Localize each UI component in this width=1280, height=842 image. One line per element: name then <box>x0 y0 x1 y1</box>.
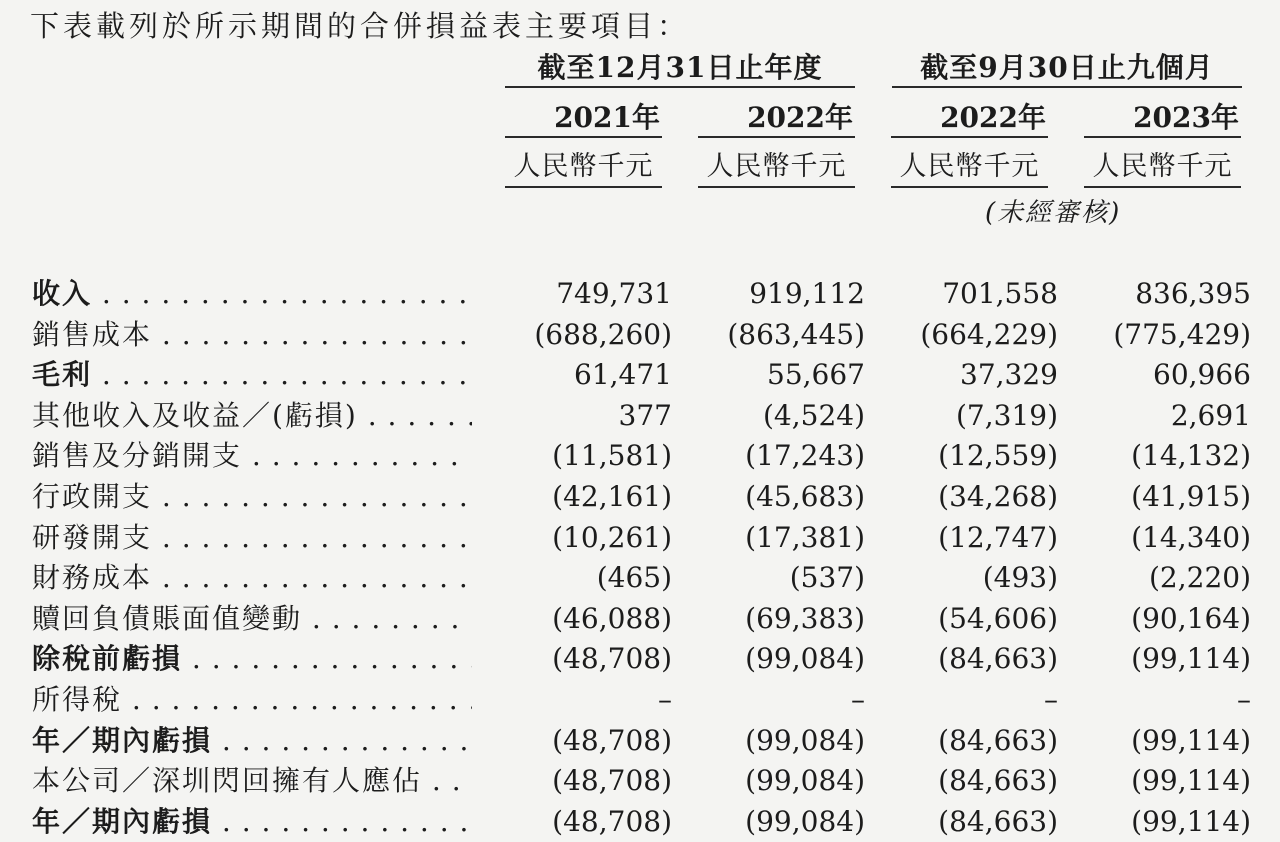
row-value: 701,558 <box>942 277 1058 310</box>
row-value: – <box>1044 683 1058 716</box>
row-value: (99,114) <box>1131 764 1251 798</box>
row-value: (84,663) <box>938 642 1058 676</box>
row-value: – <box>658 683 672 716</box>
row-value: (48,708) <box>552 642 672 676</box>
row-value: (2,220) <box>1148 561 1251 595</box>
row-label: 銷售成本 . . . <box>32 315 472 355</box>
row-value: (48,708) <box>552 804 672 838</box>
table-row <box>0 315 1280 355</box>
table-row <box>0 396 1280 436</box>
row-value: (45,683) <box>745 480 865 513</box>
table-row <box>0 639 1280 679</box>
row-value: (69,383) <box>745 601 865 635</box>
row-value: (84,663) <box>938 723 1058 757</box>
row-label: 本公司／深圳閃回擁有人應佔 . . . <box>32 761 472 801</box>
row-value: (11,581) <box>552 439 672 473</box>
column-unit: 人民幣千元 <box>1092 151 1233 182</box>
unit-rule <box>891 186 1048 188</box>
period-header-nine-months: 截至9月30日止九個月 <box>920 51 1214 84</box>
unaudited-note: (未經審核) <box>985 198 1122 228</box>
intro-text: 下表載列於所示期間的合併損益表主要項目： <box>30 9 691 43</box>
row-value: 749,731 <box>556 277 672 310</box>
row-label: 財務成本 . . . <box>32 558 472 598</box>
row-value: (48,708) <box>552 764 672 798</box>
row-label: 銷售及分銷開支 . . . <box>32 436 472 476</box>
row-value: 60,966 <box>1153 358 1251 392</box>
row-value: (12,559) <box>938 439 1058 473</box>
row-value: (46,088) <box>552 601 672 635</box>
row-value: 2,691 <box>1170 398 1251 432</box>
row-label: 除稅前虧損 . . . <box>32 639 472 679</box>
table-row <box>0 802 1280 842</box>
row-value: (99,084) <box>745 764 865 798</box>
row-value: (4,524) <box>762 398 865 432</box>
row-value: 55,667 <box>767 358 865 392</box>
column-year-2021: 2021年 <box>554 101 660 134</box>
row-label: 所得稅 . . . <box>32 680 472 720</box>
row-label: 研發開支 . . . <box>32 518 472 558</box>
row-value: (493) <box>982 561 1058 595</box>
row-value: (12,747) <box>938 520 1058 554</box>
row-value: (14,132) <box>1131 439 1251 473</box>
column-year-2022-annual: 2022年 <box>747 101 853 134</box>
column-unit: 人民幣千元 <box>513 151 654 182</box>
row-value: 61,471 <box>574 358 672 392</box>
row-label: 年／期內虧損 . . . <box>32 802 472 842</box>
unit-rule <box>698 186 855 188</box>
row-value: (99,084) <box>745 642 865 676</box>
column-rule <box>505 136 662 138</box>
table-row <box>0 274 1280 314</box>
row-value: (664,229) <box>920 317 1058 351</box>
row-value: (14,340) <box>1131 520 1251 554</box>
row-value: – <box>851 683 865 716</box>
table-row <box>0 599 1280 639</box>
table-row <box>0 558 1280 598</box>
column-rule <box>698 136 855 138</box>
column-rule <box>1084 136 1241 138</box>
column-unit: 人民幣千元 <box>706 151 847 182</box>
table-row <box>0 680 1280 720</box>
row-value: (84,663) <box>938 804 1058 838</box>
row-value: (863,445) <box>727 317 865 351</box>
column-year-2023: 2023年 <box>1133 101 1239 134</box>
row-value: (41,915) <box>1131 480 1251 513</box>
period-header-annual: 截至12月31日止年度 <box>537 51 823 84</box>
row-label: 收入 . . . <box>32 274 472 314</box>
period-header-nine-months-rule <box>892 86 1242 88</box>
unit-rule <box>1084 186 1241 188</box>
row-value: 919,112 <box>749 277 865 310</box>
column-rule <box>891 136 1048 138</box>
row-value: (537) <box>789 561 865 595</box>
row-value: (465) <box>596 561 672 595</box>
row-label: 贖回負債賬面值變動 . . . <box>32 599 472 639</box>
row-label: 年／期內虧損 . . . <box>32 721 472 761</box>
period-header-annual-rule <box>505 86 855 88</box>
row-label: 行政開支 . . . <box>32 477 472 517</box>
row-value: (84,663) <box>938 764 1058 798</box>
unit-rule <box>505 186 662 188</box>
row-value: – <box>1237 683 1251 716</box>
table-row <box>0 721 1280 761</box>
row-value: (99,114) <box>1131 642 1251 676</box>
column-unit: 人民幣千元 <box>899 151 1040 182</box>
row-value: (17,243) <box>745 439 865 473</box>
table-row <box>0 477 1280 517</box>
table-row <box>0 518 1280 558</box>
row-value: (99,084) <box>745 804 865 838</box>
row-value: (99,114) <box>1131 723 1251 757</box>
row-value: (688,260) <box>534 317 672 351</box>
row-value: (90,164) <box>1131 601 1251 635</box>
row-value: (775,429) <box>1113 317 1251 351</box>
row-value: 37,329 <box>960 358 1058 392</box>
row-value: (10,261) <box>552 520 672 554</box>
row-value: (42,161) <box>552 480 672 513</box>
row-value: (99,084) <box>745 723 865 757</box>
row-value: 836,395 <box>1135 277 1251 310</box>
row-value: (34,268) <box>938 480 1058 513</box>
table-row <box>0 436 1280 476</box>
row-value: (48,708) <box>552 723 672 757</box>
row-value: (54,606) <box>938 601 1058 635</box>
row-label: 毛利 . . . <box>32 355 472 395</box>
row-value: (17,381) <box>745 520 865 554</box>
table-row <box>0 355 1280 395</box>
column-year-2022-nine-months: 2022年 <box>940 101 1046 134</box>
row-value: 377 <box>618 398 672 432</box>
row-value: (99,114) <box>1131 804 1251 838</box>
table-row <box>0 761 1280 801</box>
row-value: (7,319) <box>955 398 1058 432</box>
row-label: 其他收入及收益／(虧損) . . . <box>32 396 472 436</box>
